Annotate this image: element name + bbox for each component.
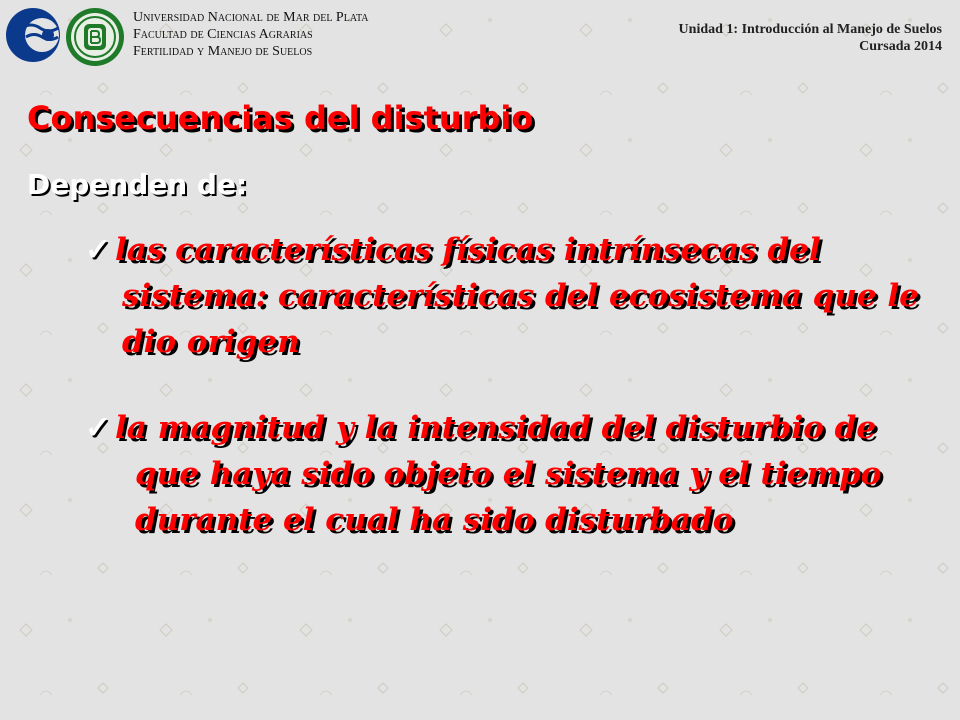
unit-label: Unidad 1: Introducción al Manejo de Suelos (678, 22, 942, 37)
bullet-text-line: durante el cual ha sido disturbado (135, 502, 734, 538)
checkmark-icon: ✓ (85, 232, 111, 268)
course-header (679, 21, 942, 55)
checkmark-icon: ✓ (85, 410, 111, 446)
university-logo (4, 4, 62, 66)
term-label: Cursada 2014 (859, 39, 942, 54)
university-name: Universidad Nacional de Mar del Plata (133, 10, 369, 25)
bullet-text-line: sistema: características del ecosistema que le (122, 278, 919, 314)
department-name: Fertilidad y Manejo de Suelos (133, 44, 313, 59)
bullet-text-line: la magnitud y la intensidad del disturbio de (115, 410, 877, 446)
bullet-text-line: que haya sido objeto el sistema y el tiempo (135, 456, 882, 492)
faculty-seal-logo (64, 6, 126, 68)
institution-header (133, 9, 368, 60)
faculty-name: Facultad de Ciencias Agrarias (133, 27, 313, 42)
bullet-text-line: dio origen (122, 324, 300, 360)
slide-title: Consecuencias del disturbio (27, 99, 534, 137)
bullet-text-line: las características físicas intrínsecas del (115, 232, 821, 268)
slide-subtitle: Dependen de: (27, 168, 248, 201)
